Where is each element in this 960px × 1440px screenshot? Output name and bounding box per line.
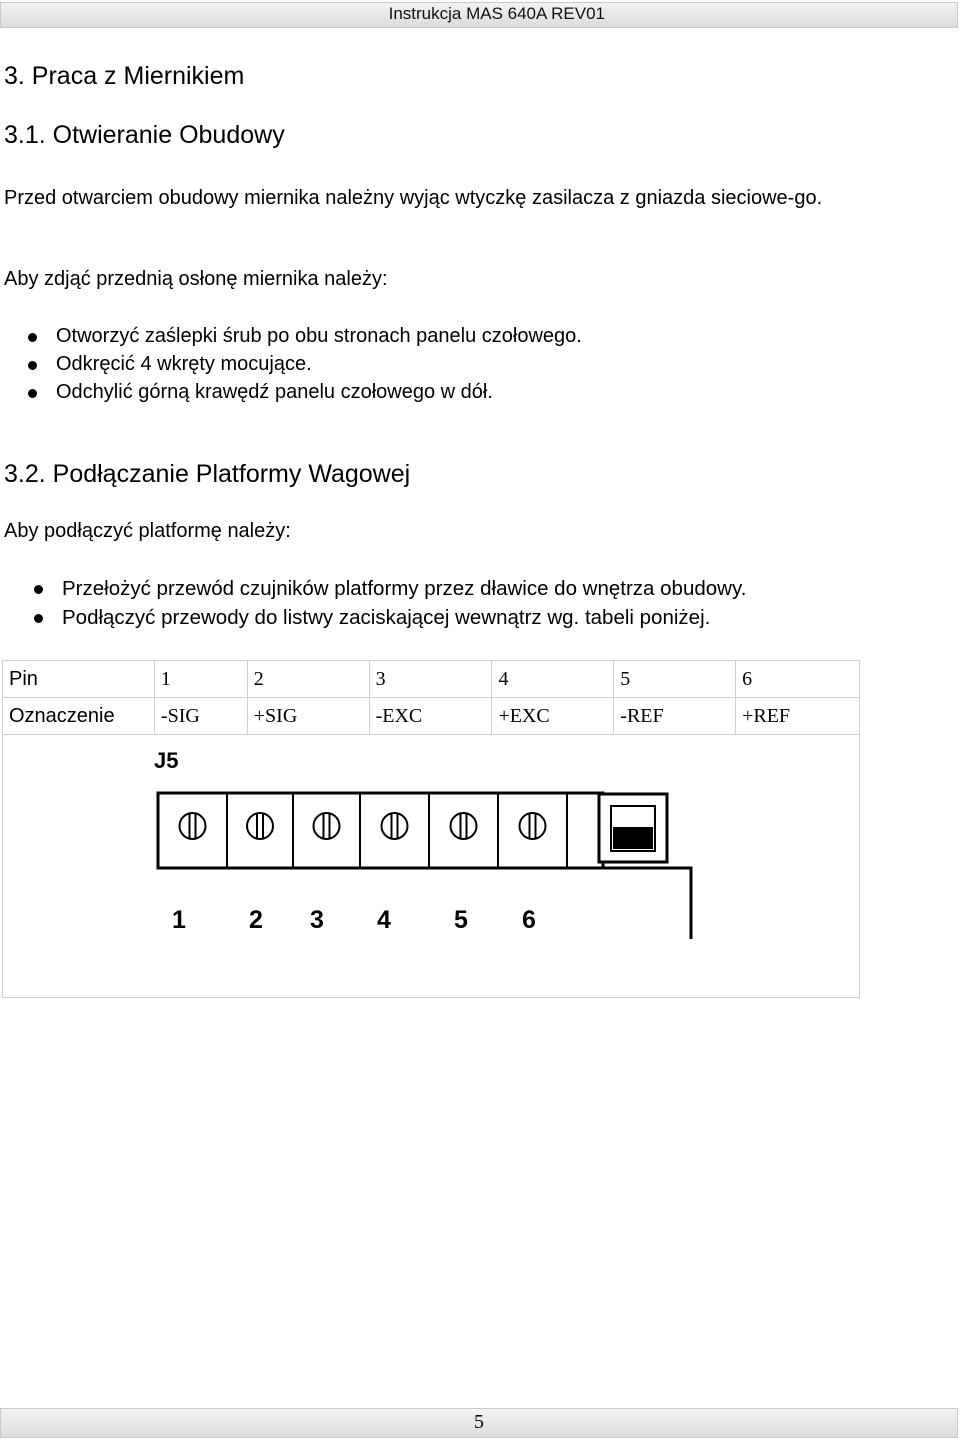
table-cell: Oznaczenie bbox=[3, 698, 155, 735]
platform-lead: Aby podłączyć platformę należy: bbox=[4, 520, 291, 542]
screw-terminal-icon bbox=[247, 813, 273, 839]
table-cell: -REF bbox=[614, 698, 736, 735]
bullet-icon bbox=[28, 361, 37, 370]
table-row bbox=[3, 698, 860, 735]
table-row bbox=[3, 661, 860, 698]
terminal-number: 4 bbox=[377, 906, 391, 934]
screw-terminal-icon bbox=[180, 813, 206, 839]
terminal-number: 2 bbox=[249, 906, 263, 934]
terminal-numbers bbox=[172, 906, 536, 934]
screw-terminal-icon bbox=[451, 813, 477, 839]
subsection-title-platform: 3.2. Podłączanie Platformy Wagowej bbox=[4, 460, 411, 488]
screw-terminal-icon bbox=[314, 813, 340, 839]
bullet-icon bbox=[34, 585, 43, 594]
pin-table bbox=[2, 660, 860, 998]
table-cell: 1 bbox=[154, 661, 247, 698]
screw-terminal-icon bbox=[520, 813, 546, 839]
list-item: Podłączyć przewody do listwy zaciskającej wewnątrz wg. tabeli poniżej. bbox=[26, 603, 746, 632]
terminal-blocks bbox=[180, 793, 568, 868]
terminal-number: 5 bbox=[454, 906, 468, 934]
document-header-title: Instrukcja MAS 640A REV01 bbox=[388, 4, 605, 23]
list-item: Odkręcić 4 wkręty mocujące. bbox=[20, 350, 582, 378]
opening-steps-list bbox=[20, 322, 582, 406]
section-title: 3. Praca z Miernikiem bbox=[4, 62, 245, 90]
platform-steps-list bbox=[26, 574, 746, 632]
page-number: 5 bbox=[474, 1411, 484, 1433]
table-cell: Pin bbox=[3, 661, 155, 698]
table-cell: 6 bbox=[736, 661, 860, 698]
list-item: Otworzyć zaślepki śrub po obu stronach panelu czołowego. bbox=[20, 322, 582, 350]
table-cell: 5 bbox=[614, 661, 736, 698]
connector-label: J5 bbox=[154, 748, 179, 773]
diagram-cell bbox=[3, 735, 860, 998]
opening-lead: Aby zdjąć przednią osłonę miernika należy: bbox=[4, 268, 388, 290]
connector-diagram bbox=[3, 735, 861, 997]
table-cell: 3 bbox=[369, 661, 492, 698]
bullet-icon bbox=[28, 389, 37, 398]
table-cell: 4 bbox=[492, 661, 614, 698]
list-item: Odchylić górną krawędź panelu czołowego w dół. bbox=[20, 378, 582, 406]
diagram-row bbox=[3, 735, 860, 998]
table-cell: +EXC bbox=[492, 698, 614, 735]
terminal-number: 1 bbox=[172, 906, 186, 934]
table-cell: +REF bbox=[736, 698, 860, 735]
terminal-number: 3 bbox=[310, 906, 324, 934]
table-cell: -SIG bbox=[154, 698, 247, 735]
switch-lever bbox=[613, 827, 653, 849]
table-cell: +SIG bbox=[247, 698, 369, 735]
bullet-icon bbox=[28, 333, 37, 342]
opening-paragraph: Przed otwarciem obudowy miernika należny wyjąc wtyczkę zasilacza z gniazda sieciowe-go. bbox=[4, 187, 823, 209]
screw-terminal-icon bbox=[382, 813, 408, 839]
table-cell: 2 bbox=[247, 661, 369, 698]
list-item: Przełożyć przewód czujników platformy przez dławice do wnętrza obudowy. bbox=[26, 574, 746, 603]
terminal-number: 6 bbox=[522, 906, 536, 934]
subsection-title-opening: 3.1. Otwieranie Obudowy bbox=[4, 121, 285, 149]
table-cell: -EXC bbox=[369, 698, 492, 735]
bullet-icon bbox=[34, 614, 43, 623]
